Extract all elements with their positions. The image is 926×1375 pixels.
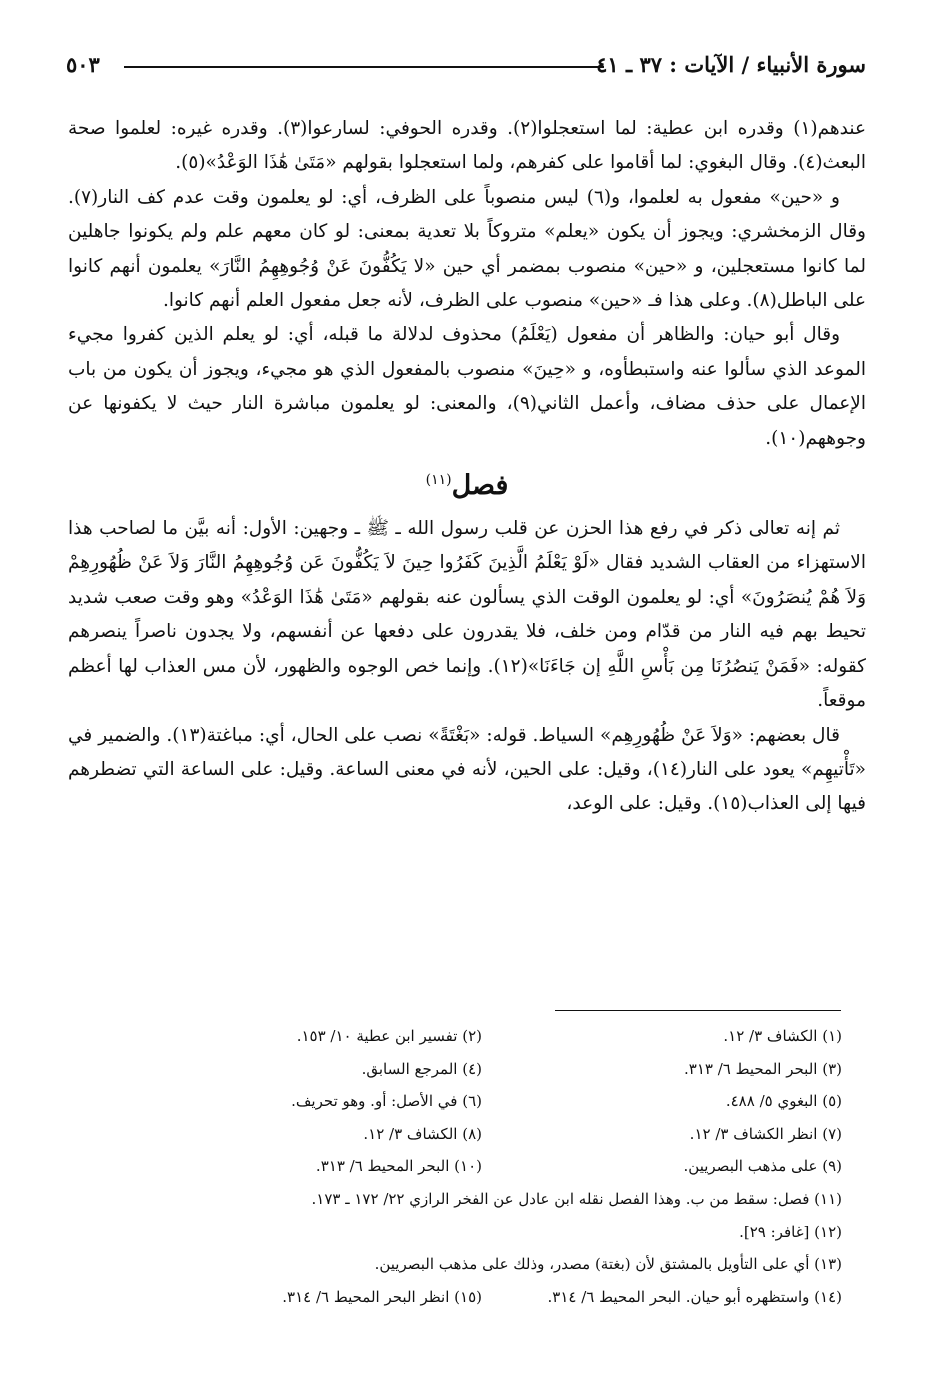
footnote: (١١) فصل: سقط من ب. وهذا الفصل نقله ابن عادل عن الفخر الرازي ٢٢/ ١٧٢ ـ ١٧٣. [311, 1189, 842, 1208]
footnote: (١٢) [غافر: ٢٩]. [739, 1222, 842, 1241]
footnote-separator [555, 1010, 841, 1011]
footnote: (١٠) البحر المحيط ٦/ ٣١٣. [315, 1157, 482, 1176]
footnote: (١٤) واستظهره أبو حيان. البحر المحيط ٦/ ٣١٤. [547, 1287, 842, 1306]
paragraph-1: عندهم(١) وقدره ابن عطية: لما استعجلوا(٢). وقدره الحوفي: لسارعوا(٣). وقدره غيره: لعلموا صحة البعث(٤). وقال البغوي: لما أقاموا على كفرهم، ولما استعجلوا بقولهم «مَتَىٰ هَٰذَا الوَعْدُ»(٥). [68, 118, 866, 174]
paragraph-5: قال بعضهم: «وَلاَ عَنْ ظُهُورِهِم» السياط. قوله: «بَغْتَةً» نصب على الحال، أي: مباغتة(١٣). والضمير في «تَأْتيهِم» يعود على النار(١٤)، وقيل: على الحين، لأنه في معنى الساعة. وقيل: على الساعة التي تضطرهم فيها إلى العذاب(١٥). وقيل: على الوعد، [68, 724, 866, 815]
footnote: (١٥) انظر البحر المحيط ٦/ ٣١٤. [282, 1287, 482, 1306]
footnote-row [60, 1150, 842, 1183]
page-number: ٥٠٣ [66, 52, 100, 77]
header-rule [124, 66, 604, 68]
footnote: (٨) الكشاف ٣/ ١٢. [363, 1124, 482, 1143]
running-header [66, 52, 866, 88]
footnote: (١٣) أي على التأويل بالمشتق لأن (بغتة) مصدر، وذلك على مذهب البصريين. [374, 1255, 842, 1274]
footnote-row [60, 1118, 842, 1151]
footnote: (٩) على مذهب البصريين. [683, 1157, 842, 1176]
footnote-row [60, 1085, 842, 1118]
paragraph-4: ثم إنه تعالى ذكر في رفع هذا الحزن عن قلب رسول الله ـ ﷺ ـ وجهين: الأول: أنه بيَّن ما لصاحب هذا الاستهزاء من العقاب الشديد فقال «لَوْ يَعْلَمُ الَّذِينَ كَفَرُوا حِينَ لاَ يَكُفُّونَ عَن وُجُوهِهِمُ النَّارَ وَلاَ عَنْ ظُهُورِهِمْ وَلاَ هُمْ يُنصَرُونَ» أي: لو يعلمون الوقت الذي يسألون عنه بقولهم «مَتَىٰ هَٰذَا الوَعْدُ» وهو وقت صعب شديد تحيط بهم فيه النار من قدّام ومن خلف، فلا يقدرون على دفعها عن أنفسهم، ولا يجدون ناصراً ينصرهم كقوله: «فَمَنْ يَنصُرُنَا مِن بَأْسِ اللَّهِ إن جَاءَنَا»(١٢). وإنما خص الوجوه والظهور، لأن مس العذاب لها أعظم موقعاً. [68, 518, 866, 712]
section-footnote-marker: (١١) [425, 472, 452, 489]
surah-title: سورة الأنبياء / الآيات : ٣٧ ـ ٤١ [596, 52, 866, 77]
footnote-row [60, 1020, 842, 1053]
footnote: (٦) في الأصل: أو. وهو تحريف. [291, 1092, 482, 1111]
footnotes [60, 1020, 842, 1313]
paragraph-3: وقال أبو حيان: والظاهر أن مفعول (يَعْلَمُ) محذوف لدلالة ما قبله، أي: لو يعلم الذين كفروا مجيء الموعد الذي سألوا عنه واستبطأوه، و «حِينَ» منصوب بالمفعول الذي هو مجيء، ويجوز أن يكون من باب الإعمال على حذف مضاف، وأعمل الثاني(٩)، والمعنى: لو يعلمون مباشرة النار حيث لا يكفونها عن وجوههم(١٠). [68, 324, 866, 449]
footnote: (٢) تفسير ابن عطية ١٠/ ١٥٣. [296, 1027, 482, 1045]
footnote: (٥) البغوي ٥/ ٤٨٨. [725, 1092, 842, 1111]
paragraph-2: و «حين» مفعول به لعلموا، و(٦) ليس منصوباً على الظرف، أي: لو يعلمون وقت عدم كف النار(٧). وقال الزمخشري: ويجوز أن يكون «يعلم» متروكاً بلا تعدية بمعنى: لو كان معهم علم ولم يكونوا جاهلين لما كانوا مستعجلين، و «حين» منصوب بمضمر أي حين «لا يَكُفُّونَ عَنْ وُجُوهِهِمُ النَّارَ» يعلمون أنهم كانوا على الباطل(٨). وعلى هذا فـ «حين» منصوب على الظرف، لأنه جعل مفعول العلم أنهم كانوا. [68, 186, 866, 312]
footnote: (١) الكشاف ٣/ ١٢. [723, 1027, 842, 1045]
footnote: (٣) البحر المحيط ٦/ ٣١٣. [683, 1059, 842, 1078]
footnote: (٧) انظر الكشاف ٣/ ١٢. [689, 1124, 842, 1143]
section-heading [68, 460, 866, 512]
footnote-row [60, 1053, 842, 1086]
footnote: (٤) المرجع السابق. [361, 1059, 482, 1078]
main-text [68, 112, 866, 822]
section-title: فصل [451, 470, 509, 502]
footnote-row [60, 1281, 842, 1314]
